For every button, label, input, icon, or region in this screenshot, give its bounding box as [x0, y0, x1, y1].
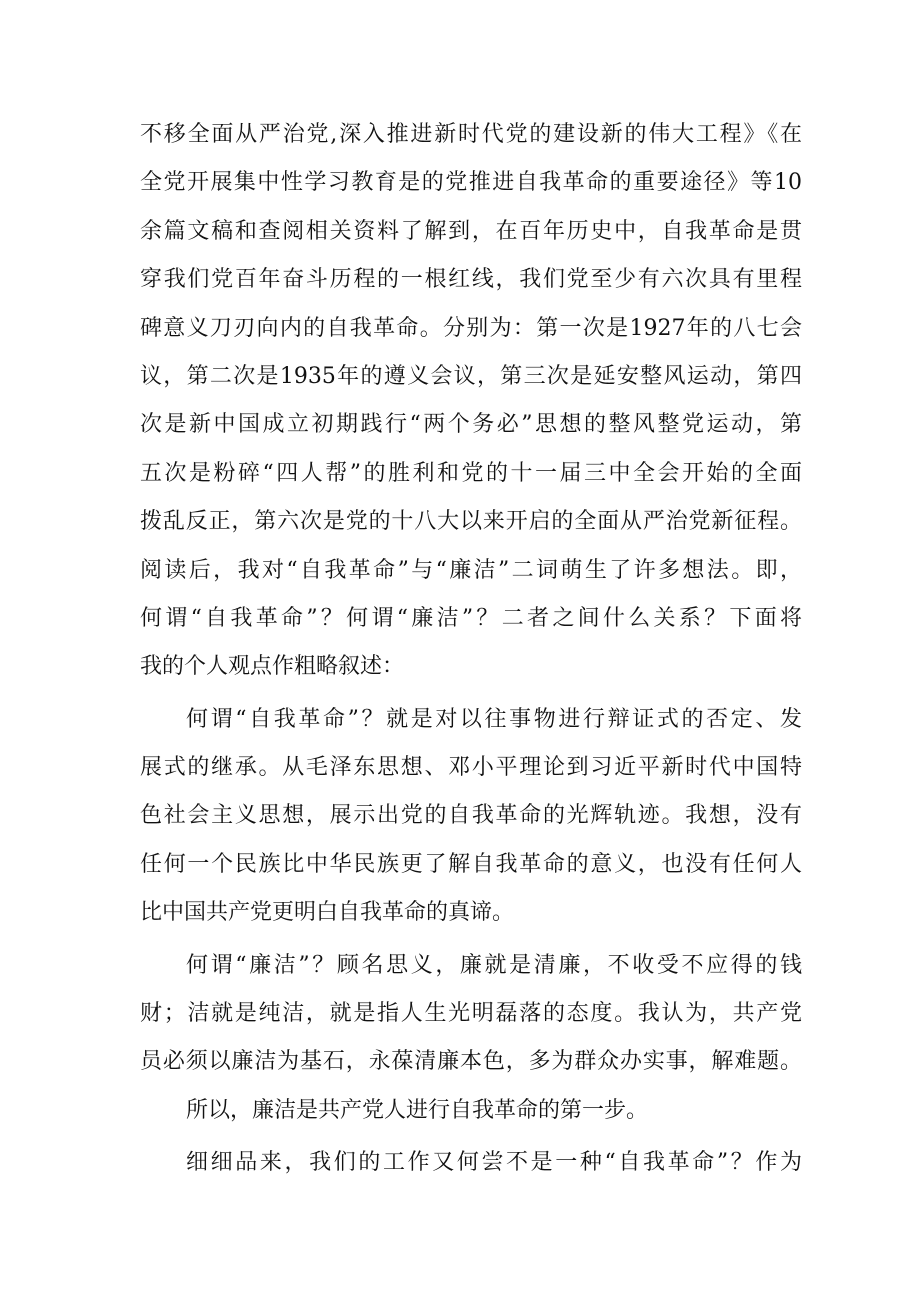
- text-line: 余篇文稿和查阅相关资料了解到，在百年历史中，自我革命是贯: [140, 218, 802, 244]
- document-body: [140, 111, 802, 1188]
- paragraph-2: [140, 696, 802, 938]
- text-line: 不移全面从严治党,深入推进新时代党的建设新的伟大工程》《在: [140, 122, 802, 147]
- paragraph-5: [140, 1139, 802, 1187]
- text-line: 穿我们党百年奋斗历程的一根红线，我们党至少有六次具有里程: [140, 267, 802, 293]
- text-line: 我的个人观点作粗略叙述：: [140, 654, 405, 680]
- text-line: 阅读后，我对“自我革命”与“廉洁”二词萌生了许多想法。即，: [140, 557, 802, 583]
- text-line: 员必须以廉洁为基石，永葆清廉本色，多为群众办实事，解难题。: [140, 1049, 802, 1075]
- text-line: 拨乱反正，第六次是党的十八大以来开启的全面从严治党新征程。: [140, 509, 802, 535]
- text-line: 任何一个民族比中华民族更了解自我革命的意义，也没有任何人: [140, 851, 802, 877]
- text-line: 何谓“自我革命”？就是对以往事物进行辩证式的否定、发: [186, 706, 802, 732]
- text-line: 比中国共产党更明白自我革命的真谛。: [140, 900, 515, 926]
- text-line: 色社会主义思想，展示出党的自我革命的光辉轨迹。我想，没有: [140, 803, 802, 829]
- paragraph-4: [140, 1087, 802, 1135]
- text-line: 五次是粉碎“四人帮”的胜利和党的十一届三中全会开始的全面: [140, 460, 802, 486]
- text-line: 何谓“廉洁”？顾名思义，廉就是清廉，不收受不应得的钱: [186, 952, 802, 978]
- text-line: 细细品来，我们的工作又何尝不是一种“自我革命”？作为: [186, 1150, 802, 1176]
- text-line: 展式的继承。从毛泽东思想、邓小平理论到习近平新时代中国特: [140, 755, 802, 781]
- text-line: 次是新中国成立初期践行“两个务必”思想的整风整党运动，第: [140, 412, 802, 438]
- text-line: 财；洁就是纯洁，就是指人生光明磊落的态度。我认为，共产党: [140, 1001, 802, 1027]
- text-line: 碑意义刀刃向内的自我革命。分别为：第一次是1927年的八七会: [140, 315, 802, 341]
- paragraph-3: [140, 942, 802, 1087]
- text-line: 所以，廉洁是共产党人进行自我革命的第一步。: [186, 1097, 649, 1123]
- paragraph-1: [140, 111, 802, 692]
- text-line: 何谓“自我革命”？何谓“廉洁”？二者之间什么关系？下面将: [140, 605, 802, 631]
- text-line: 全党开展集中性学习教育是的党推进自我革命的重要途径》等10: [140, 170, 802, 196]
- text-line: 议，第二次是1935年的遵义会议，第三次是延安整风运动，第四: [140, 363, 802, 389]
